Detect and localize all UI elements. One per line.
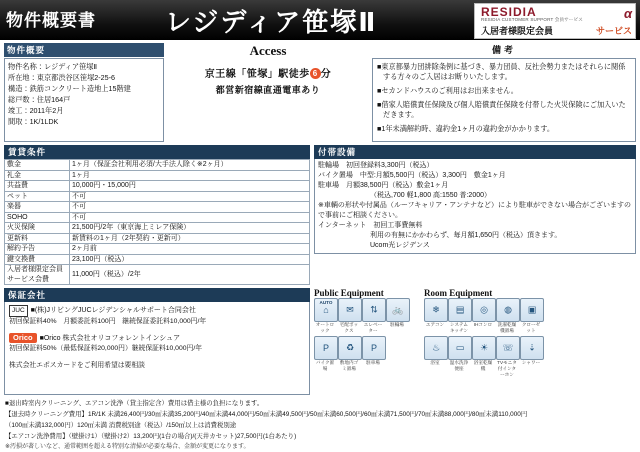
facilities-section: [314, 145, 636, 285]
icon-glyph: ❄: [432, 304, 440, 315]
icon-glyph: ◎: [480, 304, 488, 315]
public-equipment-title: Public Equipment: [314, 288, 384, 298]
public-icon-6: [362, 336, 384, 372]
overview-body: [4, 58, 164, 142]
table-row: [5, 223, 310, 234]
mailbox-icon: [338, 298, 362, 322]
icon-caption: 洗濯乾燥機置場: [497, 322, 517, 333]
overview-line: 竣工：2011年2月: [8, 106, 64, 115]
residia-logo: [474, 3, 636, 39]
room-icon-3: [496, 298, 518, 334]
row-value: 11,000円（税込）/2年: [70, 265, 310, 285]
public-icon-1: [338, 298, 360, 334]
icon-glyph: ✉: [346, 304, 354, 315]
orico-logo: Orico: [9, 333, 37, 343]
icon-caption: 敷地内ゴミ置場: [339, 360, 359, 371]
icon-glyph: P: [370, 343, 377, 353]
shower-icon: [520, 336, 544, 360]
footer-notes: [0, 395, 640, 452]
public-icon-5: [338, 336, 360, 372]
row-key: 更新料: [5, 233, 70, 244]
footer-line: 【エアコン洗浄費用】（壁掛け1）（壁掛け2）13,200円(1台の場合)/(天井カセット)27,500円(1台あたり): [5, 433, 297, 440]
remarks-body: [372, 58, 636, 142]
juc-logo: JUC: [9, 305, 28, 317]
guarantee-section: [4, 288, 310, 395]
facility-line: Ucom光レジデンス: [370, 242, 430, 249]
row-value: 21,500円/2年（東京海上ミレア保険）: [70, 223, 310, 234]
icon-caption: 駐車場: [366, 360, 380, 365]
conditions-table: [4, 159, 310, 285]
table-row: [5, 181, 310, 192]
icon-glyph: ▣: [527, 304, 537, 315]
page-title: 物件概要書: [6, 11, 96, 30]
bicycle-parking-icon: [386, 298, 410, 322]
guarantee-company-2: ■Orico 株式会社オリコフォレントインシュア: [39, 334, 181, 342]
icon-caption: バイク置場: [315, 360, 335, 371]
icon-glyph: ♻: [345, 342, 355, 353]
facility-line: 駐輪場 初回登録料3,300円（税込）: [318, 162, 434, 169]
overview-line: 構造：鉄筋コンクリート造地上15階建: [8, 84, 131, 93]
table-row: [5, 160, 310, 171]
icon-caption: オートロック: [315, 322, 335, 333]
table-row: [5, 244, 310, 255]
access-minutes-badge: 6: [310, 68, 321, 79]
guarantee-body: [4, 302, 310, 395]
access-line1-post: 分: [320, 69, 332, 80]
intercom-icon: [496, 336, 520, 360]
overview-section: [4, 43, 164, 142]
room-icon-0: [424, 298, 446, 334]
row-key: 火災保険: [5, 223, 70, 234]
icon-glyph: ☀: [479, 342, 489, 353]
conditions-row: [0, 142, 640, 285]
conditions-title: 賃貸条件: [4, 145, 310, 159]
public-icon-0: [314, 298, 336, 334]
overview-title: 物件概要: [4, 43, 164, 57]
access-line1-pre: 京王線「笹塚」駅徒歩: [204, 69, 310, 80]
public-icon-3: [386, 298, 408, 334]
remark-item: ■借家人賠償責任保険及び個人賠償責任保険を付帯した火災保険にご加入いただきます。: [377, 100, 626, 119]
remark-item: ■セカンドハウスのご利用はお出来ません。: [377, 86, 518, 95]
row-value: 23,100円（税込）: [70, 254, 310, 265]
icon-caption: 宅配ボックス: [339, 322, 359, 333]
row-value: 新賃料の1ヶ月（2年契約・更新可）: [70, 233, 310, 244]
public-equipment-group: [314, 288, 418, 378]
parking-icon: [362, 336, 386, 360]
public-equipment-icons: [314, 298, 418, 372]
table-row: [5, 233, 310, 244]
overview-line: 間取：1K/1LDK: [8, 117, 59, 126]
icon-glyph: ☏: [502, 342, 514, 353]
icon-caption: 浴室: [430, 360, 440, 365]
row-value: 10,000円・15,000円: [70, 181, 310, 192]
facility-line: インターネット 初回工事費無料: [318, 222, 423, 229]
icon-glyph: ⌂: [323, 305, 329, 315]
table-row: [5, 202, 310, 213]
bath-dryer-icon: [472, 336, 496, 360]
closet-icon: [520, 298, 544, 322]
icon-caption: 温水洗浄便座: [449, 360, 469, 371]
row-key: SOHO: [5, 212, 70, 223]
footer-line: ※汚損が著しいなど、通常範囲を超える特別な清掃が必要な場合、金額が変更になります。: [5, 444, 250, 450]
logo-service-text: サービス: [595, 26, 632, 36]
guarantee-row: [0, 285, 640, 395]
room-icon-4: [520, 298, 542, 334]
icon-glyph: ⇅: [370, 304, 378, 315]
icon-glyph: ⇣: [528, 342, 536, 353]
air-conditioner-icon: [424, 298, 448, 322]
icon-glyph: ◍: [504, 304, 512, 315]
guarantee-detail-1: 初回保証料40% 月額委託料100円 継続保証委託料10,000円/年: [9, 318, 207, 325]
toilet-icon: [448, 336, 472, 360]
icon-glyph: ♨: [431, 342, 441, 353]
table-row: [5, 265, 310, 285]
room-icon-2: [472, 298, 494, 334]
room-equipment-group: [424, 288, 564, 378]
overview-line: 物件名称：レジディア笹塚Ⅱ: [8, 62, 98, 71]
footer-line: 【退去時クリーニング費用】1R/1K 未満26,400円/30㎡未満35,200円/40㎡未満44,000円/50㎡未満49,500円/50㎡未満60,500円/60㎡未満71,500円/70㎡未満88,000円/80㎡未満110,000円: [5, 411, 528, 418]
remark-item: ■1年未満解約時、違約金1ヶ月の違約金がかかります。: [377, 124, 555, 133]
facility-line: ※車輌の形状や付属品（ルーフキャリア・アンテナなど）により駐車ができない場合がございますので事前にご相談ください。: [318, 202, 631, 219]
icon-caption: エレベーター: [363, 322, 383, 333]
row-value: 2ヶ月前: [70, 244, 310, 255]
row-key: 楽器: [5, 202, 70, 213]
room-icon-1: [448, 298, 470, 334]
alpha-mark-icon: α: [623, 6, 632, 21]
table-row: [5, 170, 310, 181]
row-value: 1ヶ月（保証会社利用必須/大手法人除く※2ヶ月）: [70, 160, 310, 171]
room-icon-9: [520, 336, 542, 378]
guarantee-line-3: 株式会社エポスカードをご利用希望は要相談: [9, 362, 145, 369]
logo-member-text: 入居者様限定会員: [481, 26, 554, 36]
remarks-section: [372, 43, 636, 142]
access-heading: Access: [249, 43, 287, 58]
public-icon-4: [314, 336, 336, 372]
access-line-1: [168, 65, 368, 80]
table-row: [5, 212, 310, 223]
top-row: [0, 40, 640, 142]
row-key: 共益費: [5, 181, 70, 192]
access-line-2: 都営新宿線直通電車あり: [215, 85, 321, 95]
row-value: 1ヶ月: [70, 170, 310, 181]
icon-caption: シャワー: [521, 360, 541, 365]
building-name: レジディア笹塚Ⅱ: [165, 7, 378, 37]
table-row: [5, 254, 310, 265]
bathroom-icon: [424, 336, 448, 360]
icon-caption: IHコンロ: [473, 322, 493, 327]
row-key: 鍵交換費: [5, 254, 70, 265]
row-value: 不可: [70, 191, 310, 202]
facility-line: 駐車場 月額38,500円（税込）敷金1ヶ月: [318, 182, 449, 189]
access-section: [168, 43, 368, 142]
guarantee-company-1: ■(株)JリビングJUCレジデンシャルサポート合同会社: [30, 307, 196, 314]
icon-glyph: ▤: [455, 304, 465, 315]
washer-dryer-icon: [496, 298, 520, 322]
row-value: 不可: [70, 202, 310, 213]
remark-item: ■東京都暴力団排除条例に基づき、暴力団員、反社会勢力またはそれらに関係する方々のご入居はお断りいたします。: [377, 62, 626, 81]
guarantee-detail-2: 初回保証料50%（最低保証料20,000円）継続保証料10,000円/年: [9, 344, 203, 352]
icon-caption: 浴室乾燥機: [473, 360, 493, 371]
icon-glyph: 🚲: [392, 304, 404, 315]
icon-glyph: P: [322, 343, 329, 353]
footer-line: ■退出時室内クリーニング、エアコン洗浄（貸主指定含）費用は借主様の負担になります。: [5, 400, 264, 407]
document-header: [0, 0, 640, 40]
public-icon-2: [362, 298, 384, 334]
icon-caption: クローゼット: [521, 322, 541, 333]
overview-line: 総戸数：住居164戸: [8, 95, 71, 104]
footer-line: （100㎡未満132,000円）120㎡未満 消費税別途（税込）/150㎡以上は消費税別途: [5, 422, 237, 429]
equipment-icons-section: [314, 288, 636, 395]
facility-line: （税込,700 軽1,800 高:1550 普:2000）: [370, 192, 492, 199]
conditions-section: [4, 145, 310, 285]
guarantee-line-1: [9, 305, 305, 317]
icon-top-label: AUTO: [319, 300, 333, 305]
remarks-heading: 備考: [491, 45, 516, 55]
facilities-title: 付帯設備: [314, 145, 636, 159]
trash-room-icon: [338, 336, 362, 360]
room-equipment-icons: [424, 298, 564, 378]
row-key: 解約予告: [5, 244, 70, 255]
row-value: 不可: [70, 212, 310, 223]
room-icon-8: [496, 336, 518, 378]
row-key: 敷金: [5, 160, 70, 171]
room-equipment-title: Room Equipment: [424, 288, 493, 298]
icon-caption: システムキッチン: [449, 322, 469, 333]
facility-line: 利用の有無にかかわらず、毎月額1,650円（税込）頂きます。: [370, 232, 562, 239]
room-icon-5: [424, 336, 446, 378]
logo-sub-text: RESIDIA CUSTOMER SUPPORT 会員サービス: [481, 17, 583, 22]
guarantee-line-2: [9, 333, 305, 344]
system-kitchen-icon: [448, 298, 472, 322]
overview-line: 所在地：東京都渋谷区笹塚2-25-6: [8, 73, 116, 82]
table-row: [5, 191, 310, 202]
room-icon-7: [472, 336, 494, 378]
icon-caption: TVモニタ付インターホン: [497, 360, 517, 377]
icon-caption: 駐輪場: [390, 322, 404, 327]
elevator-icon: [362, 298, 386, 322]
auto-lock-icon: [314, 298, 338, 322]
motorcycle-parking-icon: [314, 336, 338, 360]
facilities-body: [314, 159, 636, 254]
icon-caption: エアコン: [425, 322, 445, 327]
logo-main-text: RESIDIA: [481, 5, 537, 19]
facility-line: バイク置場 中型:月額5,500円（税込）3,300円 敷金1ヶ月: [318, 172, 506, 179]
row-key: 入居者様限定会員サービス会費: [5, 265, 70, 285]
icon-glyph: ▭: [455, 342, 465, 353]
ih-cooker-icon: [472, 298, 496, 322]
row-key: 礼金: [5, 170, 70, 181]
guarantee-title: 保証会社: [4, 288, 310, 302]
room-icon-6: [448, 336, 470, 378]
row-key: ペット: [5, 191, 70, 202]
